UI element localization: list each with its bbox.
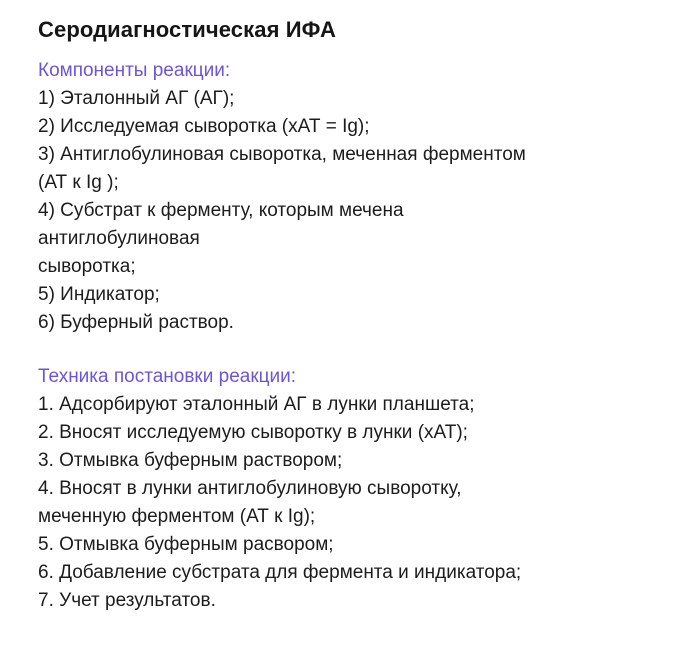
- technique-step: [38, 391, 668, 419]
- component-item-line: 4) Субстрат к ферменту, которым мечена: [38, 200, 404, 221]
- technique-section: [38, 363, 668, 615]
- technique-step-line: меченную ферментом (АТ к Ig);: [38, 506, 316, 527]
- component-item-line: антиглобулиновая: [38, 228, 200, 249]
- component-item-line: 1) Эталонный АГ (АГ);: [38, 88, 235, 109]
- technique-list: [38, 391, 668, 615]
- component-item: [38, 85, 668, 113]
- technique-step: [38, 447, 668, 475]
- component-item: [38, 197, 668, 281]
- components-section: [38, 57, 668, 337]
- component-item-line: 3) Антиглобулиновая сыворотка, меченная ферментом: [38, 144, 526, 165]
- technique-step: [38, 475, 668, 531]
- components-list: [38, 85, 668, 337]
- technique-step-line: 4. Вносят в лунки антиглобулиновую сыворотку,: [38, 478, 462, 499]
- component-item-line: 6) Буферный раствор.: [38, 312, 234, 333]
- component-item: [38, 309, 668, 337]
- component-item: [38, 141, 668, 197]
- technique-step: [38, 587, 668, 615]
- components-heading: Компоненты реакции:: [38, 60, 231, 81]
- component-item: [38, 281, 668, 309]
- technique-step-line: 5. Отмывка буферным расвором;: [38, 534, 334, 555]
- component-item-line: 5) Индикатор;: [38, 284, 160, 305]
- technique-heading: Техника постановки реакции:: [38, 366, 297, 387]
- component-item-line: 2) Исследуемая сыворотка (хАТ = Ig);: [38, 116, 370, 137]
- component-item-line: (АТ к Ig );: [38, 172, 119, 193]
- component-item: [38, 113, 668, 141]
- technique-step: [38, 419, 668, 447]
- technique-step-line: 2. Вносят исследуемую сыворотку в лунки (хАТ);: [38, 422, 468, 443]
- technique-step-line: 6. Добавление субстрата для фермента и индикатора;: [38, 562, 522, 583]
- technique-step-line: 7. Учет результатов.: [38, 590, 216, 611]
- technique-step-line: 3. Отмывка буферным раствором;: [38, 450, 343, 471]
- page-title: Серодиагностическая ИФА: [38, 17, 336, 42]
- technique-step: [38, 559, 668, 587]
- technique-step-line: 1. Адсорбируют эталонный АГ в лунки планшета;: [38, 394, 475, 415]
- technique-step: [38, 531, 668, 559]
- component-item-line: сыворотка;: [38, 256, 136, 277]
